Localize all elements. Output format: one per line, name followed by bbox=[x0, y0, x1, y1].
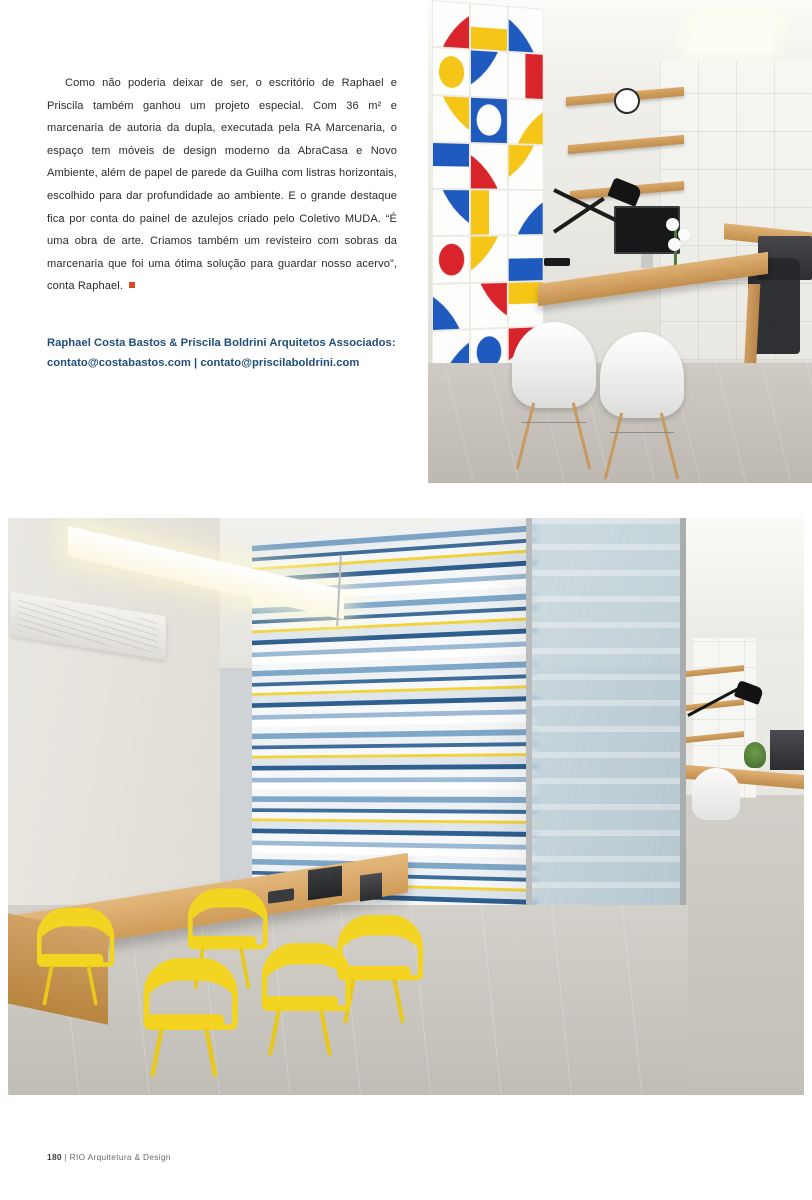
chair-leg bbox=[660, 413, 679, 480]
tile bbox=[432, 236, 470, 284]
tile bbox=[507, 98, 543, 145]
tile bbox=[507, 144, 543, 190]
chair-legs bbox=[42, 965, 99, 1009]
end-of-article-mark bbox=[129, 282, 135, 288]
tile bbox=[470, 282, 507, 330]
adjacent-office bbox=[686, 518, 804, 1095]
architect-credits bbox=[47, 333, 407, 373]
tile bbox=[432, 142, 470, 190]
chair-wire bbox=[610, 432, 674, 433]
tile bbox=[432, 0, 470, 50]
ceiling-light-panel bbox=[686, 18, 778, 54]
orchid-flower bbox=[668, 238, 681, 251]
potted-plant bbox=[744, 742, 766, 768]
yellow-masters-chair bbox=[262, 943, 340, 1045]
tile bbox=[470, 50, 507, 98]
yellow-masters-chair bbox=[37, 908, 105, 996]
tile bbox=[470, 96, 507, 144]
photo-meeting-room bbox=[8, 518, 804, 1095]
adjacent-white-chair bbox=[692, 768, 740, 820]
credits-line-2[interactable]: contato@costabastos.com | contato@priscilaboldrini.com bbox=[47, 357, 360, 369]
tile bbox=[507, 235, 543, 281]
adjacent-floor bbox=[686, 795, 804, 1095]
tile bbox=[470, 190, 507, 237]
article-paragraph-text: Como não poderia deixar de ser, o escritório de Raphael e Priscila também ganhou um projeto especial. Com 36 m² e marcenaria de autoria da dupla, executada pela RA Marcenaria, o espaço tem móveis de design moderno da AbraCasa e Novo Ambiente, além de papel de parede da Guilha com listras horizontais, escolhido para dar profundidade ao ambiente. E o grande destaque fica por conta do painel de azulejos criado pelo Coletivo MUDA. “É uma obra de arte. Criamos também um revisteiro com sobras da marcenaria que foi uma ótima solução para guardar nosso acervo”, conta Raphael. bbox=[47, 77, 397, 293]
article-paragraph bbox=[47, 72, 397, 298]
footer-page-number: 180 bbox=[47, 1152, 62, 1162]
adjacent-printer bbox=[770, 730, 804, 770]
tile bbox=[432, 95, 470, 143]
credits-line-1: Raphael Costa Bastos & Priscila Boldrini Arquitetos Associados: bbox=[47, 337, 396, 349]
chair-leg bbox=[572, 403, 591, 470]
chair-leg bbox=[516, 403, 535, 470]
tile bbox=[432, 189, 470, 236]
table-object bbox=[360, 872, 382, 901]
photo-home-office bbox=[428, 0, 812, 483]
chair-legs bbox=[343, 978, 406, 1027]
adjacent-ceiling bbox=[686, 518, 804, 638]
tile bbox=[507, 52, 543, 100]
chair-wire bbox=[522, 422, 586, 423]
orchid-flower bbox=[666, 218, 679, 231]
page-footer bbox=[47, 1152, 171, 1162]
chair-leg bbox=[604, 413, 623, 480]
desk-lamp-base bbox=[544, 258, 570, 266]
chair-legs bbox=[600, 412, 684, 483]
footer-separator: | bbox=[64, 1152, 67, 1162]
orchid-flower bbox=[678, 228, 691, 241]
tile bbox=[432, 47, 470, 96]
tile bbox=[507, 6, 543, 54]
chair-legs bbox=[150, 1028, 219, 1082]
eames-chair bbox=[512, 322, 596, 408]
tile bbox=[470, 143, 507, 190]
footer-publication-name: RIO Arquitetura & Design bbox=[69, 1152, 171, 1162]
chair-legs bbox=[268, 1009, 334, 1060]
chair-legs bbox=[512, 402, 596, 478]
article-text-column bbox=[47, 72, 397, 298]
table-object bbox=[308, 866, 342, 901]
tile bbox=[470, 236, 507, 283]
tile bbox=[507, 190, 543, 236]
wall-clock bbox=[614, 88, 640, 114]
eames-chair bbox=[600, 332, 684, 418]
tile bbox=[470, 3, 507, 52]
tile bbox=[432, 283, 470, 331]
yellow-masters-chair bbox=[144, 958, 227, 1066]
